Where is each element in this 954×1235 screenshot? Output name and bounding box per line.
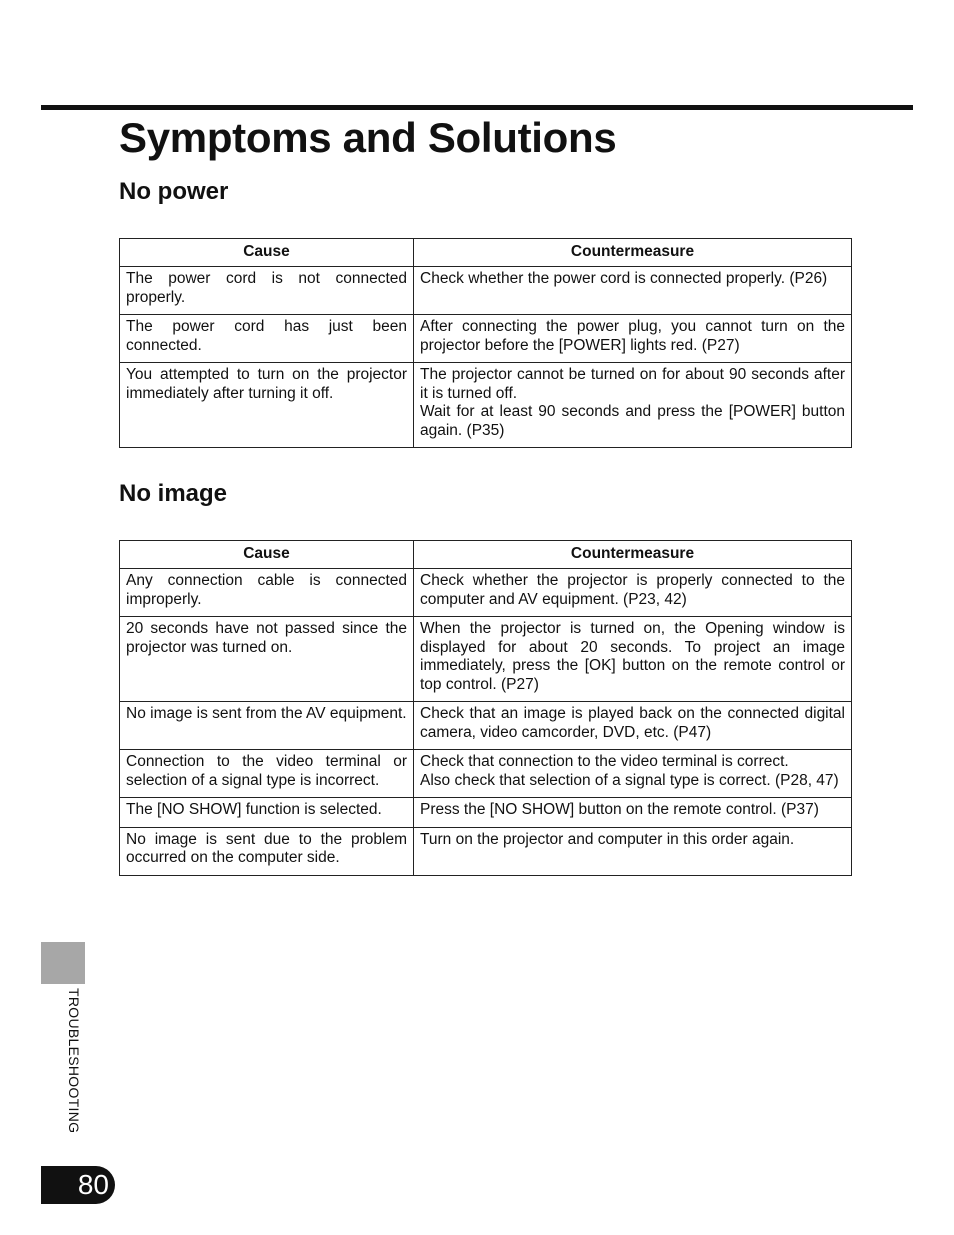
table-row	[120, 363, 852, 448]
countermeasure-cell	[414, 827, 852, 875]
countermeasure-cell	[414, 617, 852, 702]
page-number: 80	[77, 1169, 109, 1200]
countermeasure-cell	[414, 363, 852, 448]
cause-cell: The [NO SHOW] function is selected.	[120, 798, 414, 828]
section-heading-no-power: No power	[119, 178, 229, 205]
cause-cell: The power cord has just been connected.	[120, 315, 414, 363]
countermeasure-text: Also check that selection of a signal type is correct. (P28, 47)	[420, 771, 839, 789]
cause-cell: The power cord is not connected properly.	[120, 267, 414, 315]
cause-cell: Connection to the video terminal or selection of a signal type is incorrect.	[120, 750, 414, 798]
countermeasure-text: The projector cannot be turned on for about 90 seconds after it is turned off.	[420, 366, 845, 402]
countermeasure-cell	[414, 569, 852, 617]
cause-cell: You attempted to turn on the projector immediately after turning it off.	[120, 363, 414, 448]
cause-cell: 20 seconds have not passed since the projector was turned on.	[120, 617, 414, 702]
page-title: Symptoms and Solutions	[119, 114, 617, 161]
countermeasure-cell	[414, 315, 852, 363]
column-header-countermeasure: Countermeasure	[414, 541, 852, 569]
column-header-cause: Cause	[120, 239, 414, 267]
table-header-row	[120, 239, 852, 267]
countermeasure-cell	[414, 267, 852, 315]
countermeasure-text: Check that an image is played back on the connected digital camera, video camcorder, DVD, etc. (P47)	[420, 705, 845, 741]
countermeasure-text: Wait for at least 90 seconds and press the [POWER] button again. (P35)	[420, 403, 845, 439]
page-number-badge	[41, 1166, 115, 1204]
section-heading-no-image: No image	[119, 480, 228, 507]
countermeasure-cell	[414, 798, 852, 828]
cause-cell: No image is sent due to the problem occurred on the computer side.	[120, 827, 414, 875]
column-header-cause: Cause	[120, 541, 414, 569]
table-row	[120, 702, 852, 750]
countermeasure-text: Check whether the power cord is connected properly. (P26)	[420, 270, 828, 287]
countermeasure-text: Press the [NO SHOW] button on the remote control. (P37)	[420, 801, 819, 818]
cause-cell: No image is sent from the AV equipment.	[120, 702, 414, 750]
countermeasure-text: After connecting the power plug, you cannot turn on the projector before the [POWER] lights red. (P27)	[420, 318, 845, 354]
table-row	[120, 750, 852, 798]
cause-cell: Any connection cable is connected improperly.	[120, 569, 414, 617]
table-row	[120, 798, 852, 828]
countermeasure-text: Turn on the projector and computer in this order again.	[420, 830, 795, 848]
table-row	[120, 569, 852, 617]
countermeasure-cell	[414, 702, 852, 750]
countermeasure-text: Check whether the projector is properly connected to the computer and AV equipment. (P23, 42)	[420, 572, 845, 608]
countermeasure-text: Check that connection to the video terminal is correct.	[420, 753, 789, 770]
column-header-countermeasure: Countermeasure	[414, 239, 852, 267]
table-header-row	[120, 541, 852, 569]
chapter-tab	[41, 942, 85, 984]
no-power-table	[119, 238, 852, 448]
table-row	[120, 617, 852, 702]
table-row	[120, 827, 852, 875]
countermeasure-cell	[414, 750, 852, 798]
table-row	[120, 267, 852, 315]
no-image-table	[119, 540, 852, 876]
top-rule	[41, 105, 913, 110]
countermeasure-text: When the projector is turned on, the Opening window is displayed for about 20 seconds. To project an image immediately, press the [OK] button on the remote control or top control. (P27)	[420, 620, 845, 693]
table-row	[120, 315, 852, 363]
chapter-label: TROUBLESHOOTING	[66, 988, 82, 1134]
